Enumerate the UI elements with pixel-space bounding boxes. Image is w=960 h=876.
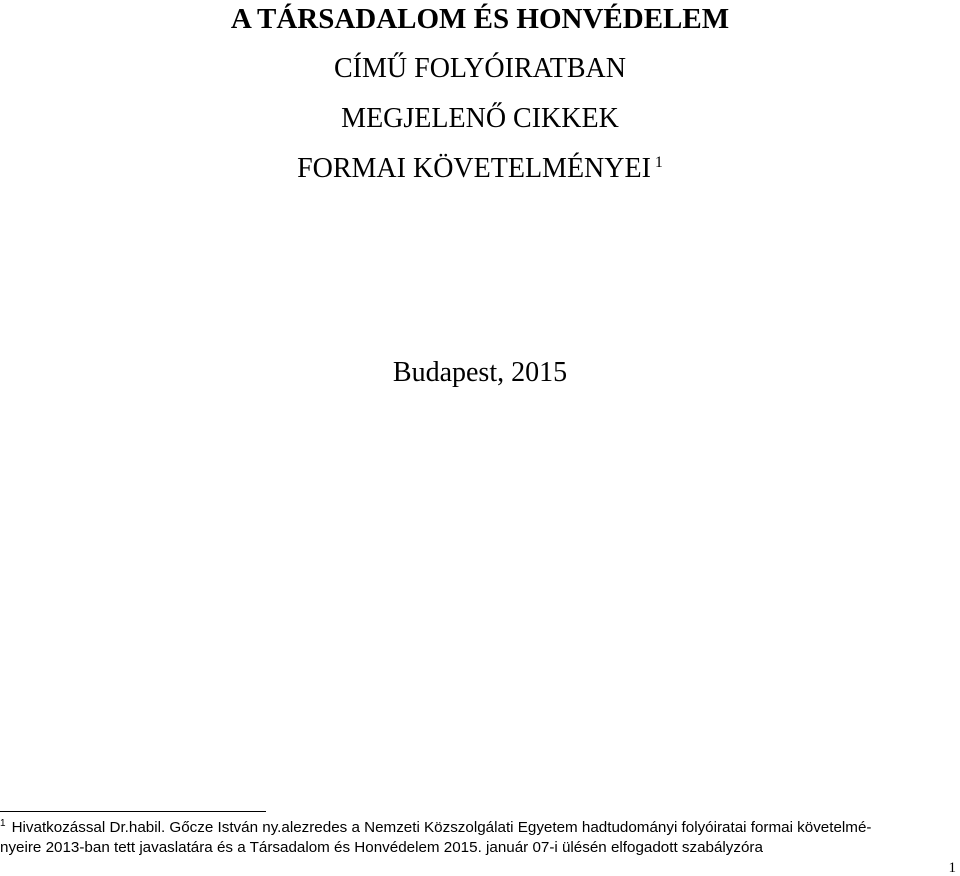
footnote-text-1: Hivatkozással Dr.habil. Gőcze István ny.alezredes a Nemzeti Közszolgálati Egyetem hadtudományi folyóiratai formai követelmé- xyxy=(11,819,872,836)
document-title-line-1: A TÁRSADALOM ÉS HONVÉDELEM xyxy=(230,3,730,35)
page-number: 1 xyxy=(948,860,956,876)
place-and-date: Budapest, 2015 xyxy=(392,357,568,388)
footnote-marker: 1 xyxy=(0,817,6,829)
document-title-line-3: MEGJELENŐ CIKKEK xyxy=(341,103,619,134)
footnote-line-1 xyxy=(0,818,960,838)
document-title-line-2: CÍMŰ FOLYÓIRATBAN xyxy=(334,53,626,84)
title-footnote-reference: 1 xyxy=(654,153,663,171)
footnote-separator xyxy=(0,811,266,812)
document-title-line-4 xyxy=(0,152,960,186)
footnote xyxy=(0,818,960,858)
footnote-line-2: nyeire 2013-ban tett javaslatára és a Társadalom és Honvédelem 2015. január 07-i ülésén elfogadott szabályzóra xyxy=(0,839,763,856)
document-title-line-4-text: FORMAI KÖVETELMÉNYEI xyxy=(297,153,651,184)
